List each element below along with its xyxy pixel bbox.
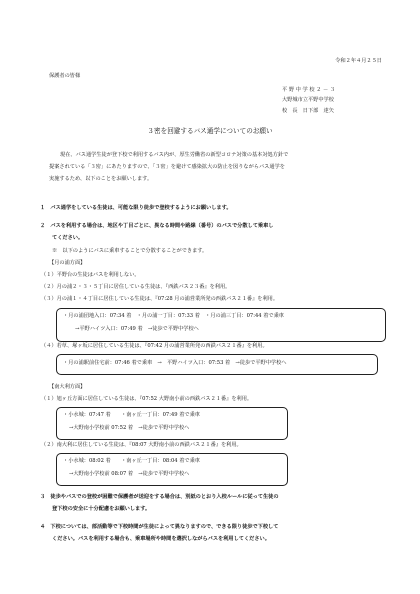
intro-line-2: 提案されている「３密」にあたりますので、「３密」を避けて感染拡大の防止を図りながらバス通学を xyxy=(49,164,285,170)
item-2-line-2: てください。 xyxy=(52,235,84,241)
schedule-line: ・月の浦団地入口：07:34 着 ・月の浦一丁目：07:33 着 ・月の浦三丁目：07:44 着で乗車 xyxy=(63,313,284,319)
bus-schedule-box-1 xyxy=(56,308,386,342)
bus-schedule-box-4 xyxy=(56,453,288,486)
note-line: ※ 以下のようにバスに乗車することで分散することができます。 xyxy=(52,248,208,254)
tsukigaura-line-2: （２）月の浦２・３・５丁目に居住している生徒は、『西鉄バス２３番』を利用。 xyxy=(41,284,231,290)
section-heading-tsukigaura: 【月の浦方面】 xyxy=(49,260,86,266)
school-line: 平 野 中 学 校 ２ － ３ xyxy=(282,87,336,93)
tsukigaura-line-3: （３）月の浦１・４丁目に居住している生徒は、『07:28 月の浦営業所発の西鉄バス２１番』を利用。 xyxy=(41,296,279,302)
issue-date: 令和２年４月２５日 xyxy=(335,58,382,64)
city-school: 大野城市立平野中学校 xyxy=(282,97,334,103)
intro-line-3: 実施するため、以下のことをお願いします。 xyxy=(49,176,153,182)
schedule-line: ・小水城：08:02 着 ・南ヶ丘一丁目：08:04 着で乗車 xyxy=(63,458,200,464)
recipient: 保護者の皆様 xyxy=(49,73,81,79)
item-3-line-1: ３ 徒歩やバスでの登校が困難で保護者が送迎をする場合は、別紙のとおり入校ルールに従って生徒の xyxy=(40,494,279,500)
tsukigaura-line-1: （１）平野台の生徒はバスを利用しない。 xyxy=(41,272,140,278)
section-heading-minamiohno: 【南大利方面】 xyxy=(49,384,86,390)
item-4-line-1: ４ 下校については、部活動等で下校時間が生徒によって異なりますので、できる限り徒歩で下校して xyxy=(40,524,279,530)
schedule-line: ・月の浦駅前住宅前：07:46 着で乗車 → 平野ハイツ入口：07:53 着 →徒歩で平野中学校へ xyxy=(63,360,287,366)
bus-schedule-box-3 xyxy=(56,407,288,440)
schedule-line: →大野南小学校前 08:07 着 →徒歩で平野中学校へ xyxy=(69,471,190,477)
item-2-line-1: ２ バスを利用する場合は、地区や丁目ごとに、異なる時間や路線（番号）のバスで分散して乗車し xyxy=(40,223,274,229)
item-4-line-2: ください。バスを利用する場合も、乗車場所や時間を選択しながらバスを利用してください。 xyxy=(52,536,270,542)
principal-name: 校 長 日下部 達矢 xyxy=(282,108,334,114)
schedule-line: ・小水城：07:47 着 ・南ヶ丘一丁目：07:49 着で乗車 xyxy=(63,412,200,418)
item-1: １ バス通学をしている生徒は、可能な限り徒歩で登校するようにお願いします。 xyxy=(40,205,232,211)
bus-schedule-box-2 xyxy=(56,354,378,375)
document-title: ３密を回避するバス通学についてのお願い xyxy=(147,127,273,135)
tsukigaura-line-4: （４）若草、塚ヶ坂に居住している生徒は、『07:42 月の浦営業所発の西鉄バス２１番』を利用。 xyxy=(41,343,268,349)
minamiohno-line-2: （２）南大利に居住している生徒は、『08:07 大野南小前の西鉄バス２１番』を利用。 xyxy=(41,442,242,448)
item-3-line-2: 登下校の安全に十分配慮をお願いします。 xyxy=(52,506,151,512)
minamiohno-line-1: （１）旭ヶ丘方面に居住している生徒は、『07:52 大野南小前の西鉄バス２１番』を利用。 xyxy=(41,396,253,402)
schedule-line: →大野南小学校前 07:52 着 →徒歩で平野中学校へ xyxy=(69,425,190,431)
schedule-line: →平野ハイツ入口：07:49 着 →徒歩で平野中学校へ xyxy=(75,326,199,332)
intro-line-1: 現在、バス通学生徒が登下校で利用するバス内が、厚生労働省の新型コロナ対策の基本対処方針で xyxy=(60,152,289,158)
